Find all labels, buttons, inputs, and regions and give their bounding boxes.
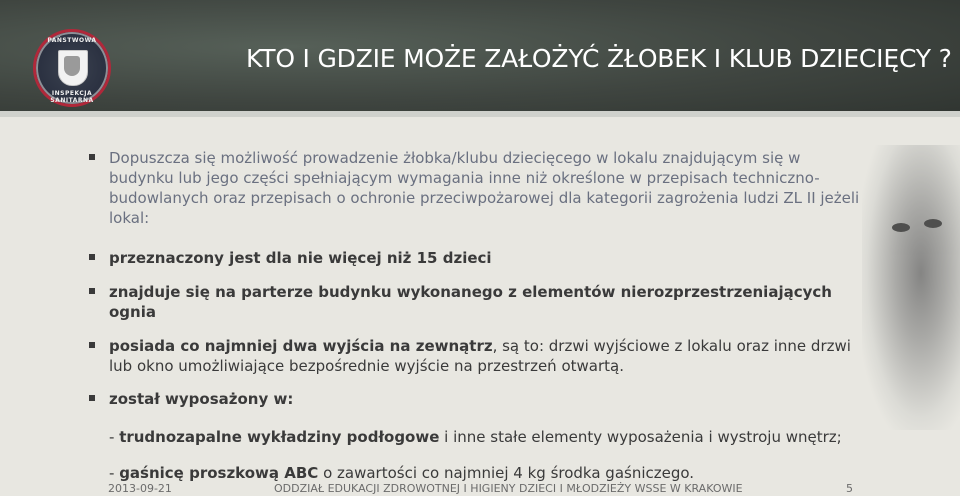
footer-date: 2013-09-21 [108,482,172,495]
slide-content [89,148,861,483]
bullet-icon [89,395,95,401]
condition-bold: znajduje się na parterze budynku wykonanego z elementów nierozprzestrzeniających ognia [109,283,832,321]
eagle-icon [64,56,80,76]
footer-organization: ODDZIAŁ EDUKACJI ZDROWOTNEJ I HIGIENY DZIECI I MŁODZIEŻY WSSE W KRAKOWIE [274,482,743,495]
decorative-face-image [862,145,960,430]
bullet-icon [89,154,95,160]
condition-item [89,282,861,322]
condition-bold: posiada co najmniej dwa wyjścia na zewnątrz [109,337,493,355]
logo-text-bottom: INSPEKCJA SANITARNA [50,90,94,104]
sanitary-inspection-logo [33,29,111,107]
logo-text-top: PAŃSTWOWA [47,37,97,44]
equipment-prefix: - [109,428,120,446]
eye-shape [924,219,942,228]
bullet-icon [89,342,95,348]
condition-item [89,389,861,409]
equipment-bold: gaśnicę proszkową ABC [119,464,319,482]
bullet-icon [89,254,95,260]
equipment-item [89,427,861,447]
condition-rest: , są to: drzwi wyjściowe z lokalu oraz inne drzwi lub okno umożliwiające bezpośrednie wyjście na przestrzeń otwartą. [109,337,851,375]
condition-item [89,336,861,376]
equipment-bold: trudnozapalne wykładziny podłogowe [119,428,440,446]
slide-title: KTO I GDZIE MOŻE ZAŁOŻYĆ ŻŁOBEK I KLUB DZIECIĘCY ? [246,44,952,73]
equipment-rest: i inne stałe elementy wyposażenia i wystroju wnętrz; [439,428,842,446]
eye-shape [892,223,910,232]
header-divider [0,111,960,117]
slide-header [0,0,960,117]
intro-paragraph [89,148,861,228]
equipment-prefix: - [109,464,120,482]
equipment-rest: o zawartości co najmniej 4 kg środka gaśniczego. [318,464,695,482]
condition-bold: został wyposażony w: [109,390,294,408]
bullet-icon [89,288,95,294]
condition-item [89,248,861,268]
page-number: 5 [846,482,853,495]
condition-bold: przeznaczony jest dla nie więcej niż 15 dzieci [109,249,492,267]
slide-footer [0,480,960,496]
intro-text: Dopuszcza się możliwość prowadzenie żłobka/klubu dziecięcego w lokalu znajdującym się w budynku lub jego części spełniającym wymagania inne niż określone w przepisach techniczno-budowlanych oraz przepisach o ochronie przeciwpożarowej dla kategorii zagrożenia ludzi ZL II jeżeli lokal: [109,149,860,227]
